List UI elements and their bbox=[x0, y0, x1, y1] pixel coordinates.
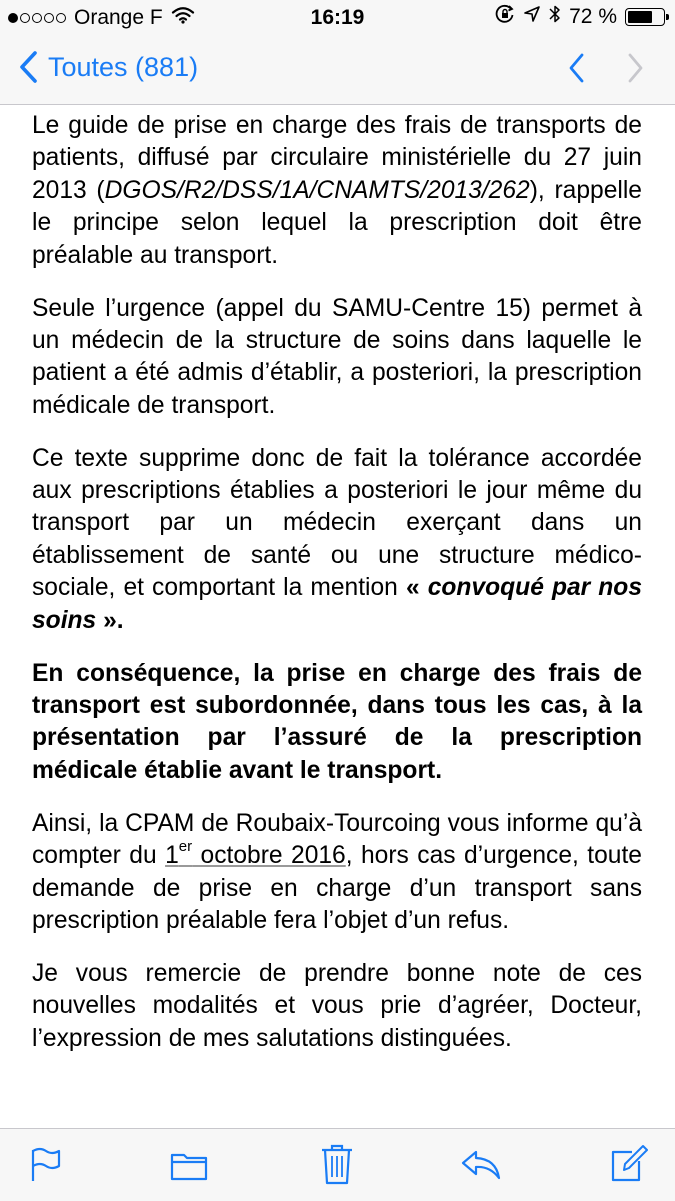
paragraph-urgency: Seule l’urgence (appel du SAMU-Centre 15) permet à un médecin de la structure de soins dans laquelle le patient a été admis d’établir, a posteriori, la prescription médicale de transport. bbox=[32, 294, 642, 419]
compose-button[interactable] bbox=[610, 1143, 648, 1188]
trash-button[interactable] bbox=[320, 1143, 354, 1190]
previous-message-button[interactable] bbox=[567, 52, 585, 89]
trash-icon bbox=[320, 1143, 354, 1185]
compose-icon bbox=[610, 1143, 648, 1183]
reply-icon bbox=[460, 1149, 502, 1181]
quoted-mention: convoqué par nos soins bbox=[32, 574, 643, 634]
status-right bbox=[495, 4, 665, 30]
next-message-button[interactable] bbox=[627, 52, 645, 89]
circular-reference: DGOS/R2/DSS/1A/CNAMTS/2013/262 bbox=[104, 176, 530, 204]
status-time: 16:19 bbox=[310, 6, 365, 29]
chevron-down-icon bbox=[627, 52, 645, 84]
reply-button[interactable] bbox=[460, 1149, 502, 1186]
battery-icon bbox=[625, 8, 665, 26]
bottom-toolbar bbox=[0, 1128, 675, 1201]
paragraph-tolerance: Ce texte supprime donc de fait la tolérance accordée aux prescriptions établies a posteriori le jour même du transport par un médecin exerçant dans un établissement de santé ou une structure médico-sociale, et comportant la mention « convoqué par nos soins ». bbox=[32, 444, 643, 634]
flag-button[interactable] bbox=[30, 1147, 62, 1188]
chevron-left-icon bbox=[18, 50, 38, 84]
move-to-folder-button[interactable] bbox=[170, 1151, 208, 1186]
back-label: Toutes (881) bbox=[48, 51, 199, 82]
orientation-lock-icon bbox=[495, 4, 515, 30]
battery-percent: 72 % bbox=[569, 5, 617, 28]
nav-bar bbox=[0, 40, 675, 100]
message-navigation bbox=[567, 52, 645, 89]
paragraph-closing: Je vous remercie de prendre bonne note de ces nouvelles modalités et vous prie d’agréer, Docteur, l’expression de mes salutations distinguées. bbox=[32, 959, 642, 1052]
folder-icon bbox=[170, 1151, 208, 1181]
flag-icon bbox=[30, 1147, 62, 1183]
paragraph-effective-date: Ainsi, la CPAM de Roubaix-Tourcoing vous informe qu’à compter du 1er octobre 2016, hors cas d’urgence, toute demande de prise en charge d’un transport sans prescription préalable fera l’objet d’un refus. bbox=[32, 809, 642, 934]
bluetooth-icon bbox=[549, 4, 561, 30]
message-body bbox=[32, 110, 642, 1076]
carrier-name: Orange F bbox=[74, 6, 163, 29]
top-chrome bbox=[0, 0, 675, 105]
battery-level bbox=[628, 11, 652, 23]
status-bar bbox=[0, 0, 675, 36]
location-icon bbox=[523, 5, 541, 29]
paragraph-consequence: En conséquence, la prise en charge des frais de transport est subordonnée, dans tous les cas, à la présentation par l’assuré de la prescription médicale établie avant le transport. bbox=[32, 659, 642, 784]
paragraph-circular: Le guide de prise en charge des frais de transports de patients, diffusé par circulaire ministérielle du 27 juin 2013 (DGOS/R2/DSS/1A/CNAMTS/2013/262), rappelle le principe selon lequel la prescription doit être préalable au transport. bbox=[32, 112, 642, 269]
back-button[interactable] bbox=[18, 50, 198, 84]
date-link[interactable]: 1er octobre 2016 bbox=[165, 838, 346, 870]
chevron-up-icon bbox=[567, 52, 585, 84]
